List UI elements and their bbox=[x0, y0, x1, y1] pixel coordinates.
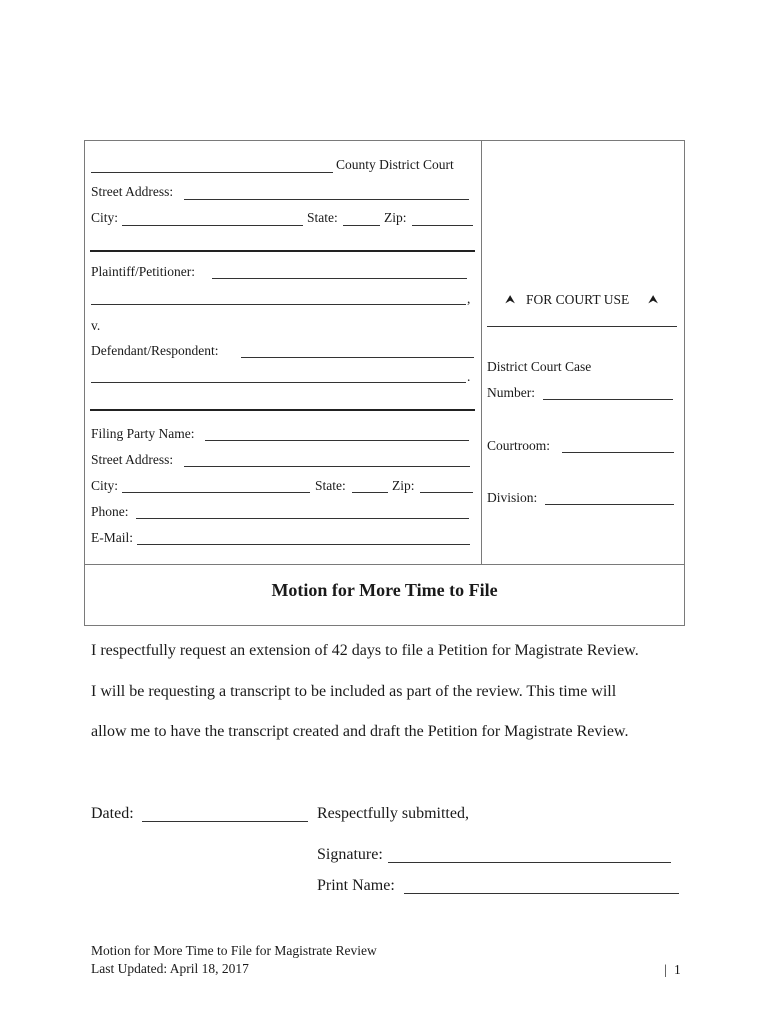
division-label: Division: bbox=[487, 490, 538, 505]
parties-section-divider bbox=[90, 409, 475, 411]
respectfully-submitted: Respectfully submitted, bbox=[317, 805, 469, 822]
print-name-blank[interactable] bbox=[404, 893, 679, 894]
filer-state-label: State: bbox=[315, 478, 346, 493]
footer-page-number: 1 bbox=[674, 962, 681, 977]
filing-party-label: Filing Party Name: bbox=[91, 426, 195, 441]
court-street-blank[interactable] bbox=[184, 199, 469, 200]
defendant-blank[interactable] bbox=[241, 357, 474, 358]
versus-label: v. bbox=[91, 318, 101, 333]
footer-last-updated: Last Updated: April 18, 2017 bbox=[91, 961, 249, 976]
court-state-blank[interactable] bbox=[343, 225, 380, 226]
up-arrow-icon-right: ⮝ bbox=[648, 292, 659, 306]
up-arrow-icon-left: ⮝ bbox=[505, 292, 516, 306]
dated-label: Dated: bbox=[91, 805, 134, 822]
county-blank[interactable] bbox=[91, 172, 333, 173]
courtroom-blank[interactable] bbox=[562, 452, 674, 453]
plaintiff-blank[interactable] bbox=[212, 278, 467, 279]
filer-zip-blank[interactable] bbox=[420, 492, 473, 493]
filing-party-blank[interactable] bbox=[205, 440, 469, 441]
case-number-label-2: Number: bbox=[487, 385, 535, 400]
defendant-label: Defendant/Respondent: bbox=[91, 343, 219, 358]
plaintiff-label: Plaintiff/Petitioner: bbox=[91, 264, 195, 279]
defendant-blank-2[interactable] bbox=[91, 382, 466, 383]
motion-title: Motion for More Time to File bbox=[271, 580, 498, 600]
filer-street-blank[interactable] bbox=[184, 466, 470, 467]
filer-city-blank[interactable] bbox=[122, 492, 310, 493]
body-line-3: allow me to have the transcript created and draft the Petition for Magistrate Review. bbox=[91, 723, 629, 740]
filer-state-blank[interactable] bbox=[352, 492, 388, 493]
dated-blank[interactable] bbox=[142, 821, 308, 822]
court-zip-blank[interactable] bbox=[412, 225, 473, 226]
signature-blank[interactable] bbox=[388, 862, 671, 863]
case-number-blank[interactable] bbox=[543, 399, 673, 400]
body-line-2: I will be requesting a transcript to be included as part of the review. This time will bbox=[91, 683, 617, 700]
division-blank[interactable] bbox=[545, 504, 674, 505]
phone-blank[interactable] bbox=[136, 518, 469, 519]
court-section-divider bbox=[90, 250, 475, 252]
footer-page-separator: | bbox=[664, 962, 667, 977]
email-blank[interactable] bbox=[137, 544, 470, 545]
filer-street-label: Street Address: bbox=[91, 452, 174, 467]
for-court-use-label: FOR COURT USE bbox=[526, 292, 630, 307]
phone-label: Phone: bbox=[91, 504, 129, 519]
signature-label: Signature: bbox=[317, 846, 383, 863]
court-city-label: City: bbox=[91, 210, 119, 225]
court-city-blank[interactable] bbox=[122, 225, 303, 226]
court-street-label: Street Address: bbox=[91, 184, 174, 199]
plaintiff-blank-2[interactable] bbox=[91, 304, 466, 305]
filer-zip-label: Zip: bbox=[392, 478, 415, 493]
court-state-label: State: bbox=[307, 210, 338, 225]
defendant-period: . bbox=[467, 369, 471, 384]
court-zip-label: Zip: bbox=[384, 210, 407, 225]
body-line-1: I respectfully request an extension of 42 days to file a Petition for Magistrate Review. bbox=[91, 642, 639, 659]
print-name-label: Print Name: bbox=[317, 877, 395, 894]
caption-title-divider bbox=[84, 564, 685, 565]
courtroom-label: Courtroom: bbox=[487, 438, 550, 453]
county-court-label: County District Court bbox=[336, 157, 454, 172]
footer-doc-title: Motion for More Time to File for Magistrate Review bbox=[91, 943, 377, 958]
caption-vertical-divider bbox=[481, 140, 482, 565]
filer-city-label: City: bbox=[91, 478, 119, 493]
court-use-rule bbox=[487, 326, 677, 327]
case-number-label-1: District Court Case bbox=[487, 359, 592, 374]
email-label: E-Mail: bbox=[91, 530, 133, 545]
plaintiff-comma: , bbox=[467, 291, 471, 306]
